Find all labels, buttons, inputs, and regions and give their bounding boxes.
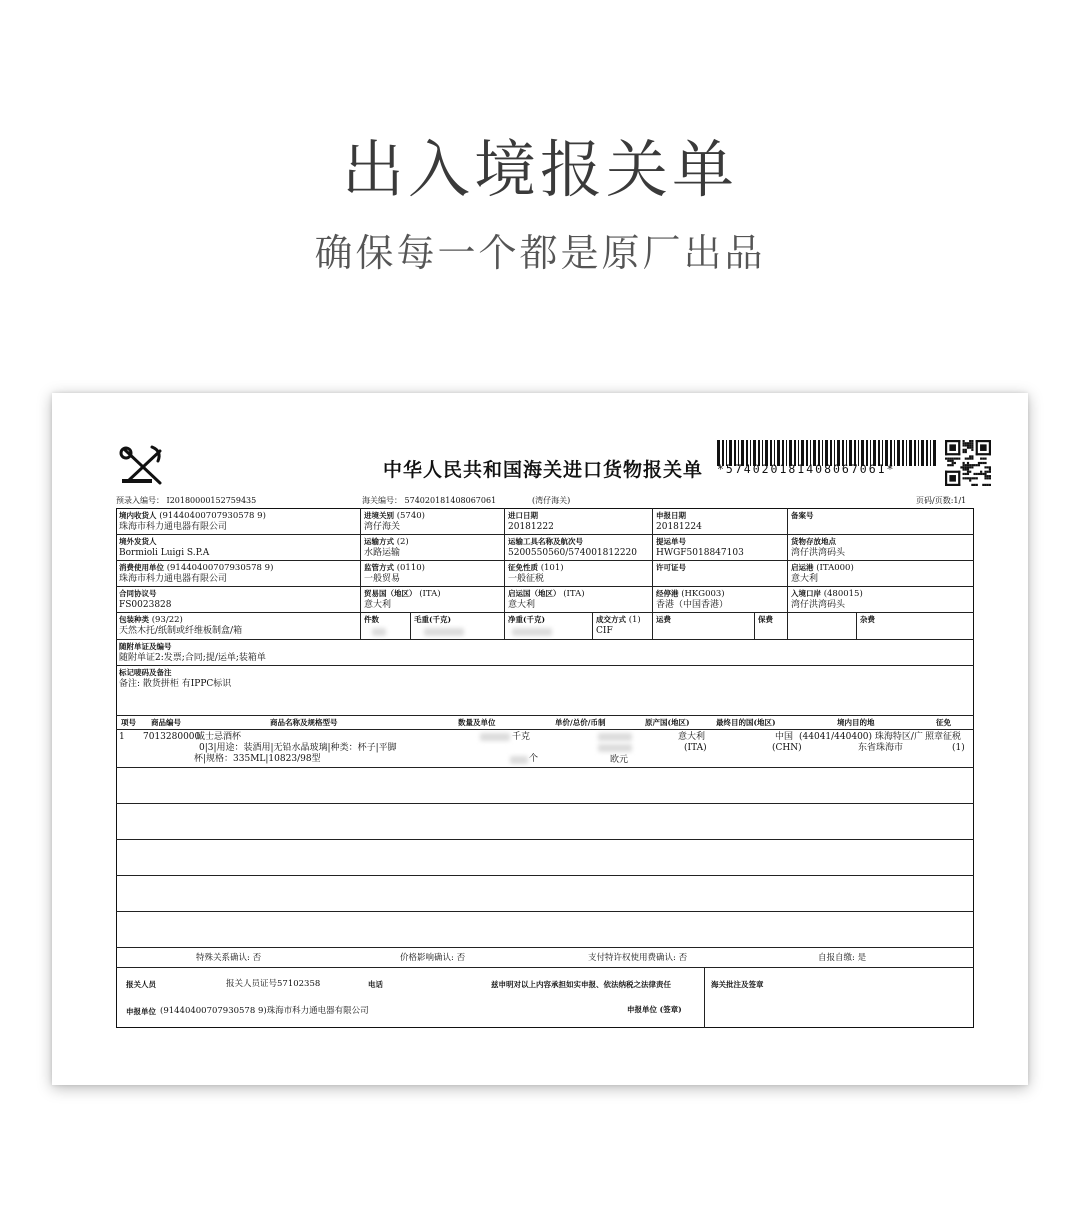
- goods-unit-kg: 千克: [512, 732, 531, 742]
- deal: CIF: [596, 626, 613, 636]
- phone-label: 电话: [368, 980, 383, 989]
- special-relation: 特殊关系确认: 否: [196, 953, 262, 963]
- customs-approval-label: 海关批注及签章: [711, 980, 764, 989]
- package-code: (93/22): [151, 615, 183, 625]
- goods-spec-1: 0|3|用途：装酒用|无铅水晶玻璃|种类：杯子|平脚: [199, 743, 397, 753]
- trade-country: 意大利: [364, 600, 392, 610]
- consumer-code: (91440400707930578 9): [166, 563, 274, 573]
- storage: 湾仔洪湾码头: [791, 548, 846, 558]
- trade-country-label: 贸易国（地区）: [364, 589, 417, 598]
- gross-weight-label: 毛重(千克): [414, 615, 452, 624]
- goods-levy-code: (1): [952, 743, 965, 753]
- customs-emblem-icon: [116, 443, 170, 487]
- marks: 备注: 散货拼柜 有IPPC标识: [119, 679, 232, 689]
- net-weight-label: 净重(千克): [508, 615, 546, 624]
- consignee-label: 境内收货人: [119, 511, 157, 520]
- goods-header-dest: 最终目的国(地区): [716, 718, 776, 727]
- consignee-code: (91440400707930578 9): [159, 511, 266, 521]
- vessel-label: 运输工具名称及航次号: [508, 537, 583, 546]
- goods-origin: 意大利: [678, 732, 706, 742]
- goods-header-levy: 征免: [936, 718, 951, 727]
- levy: 一般征税: [508, 574, 545, 584]
- goods-spec-2: 杯|规格：335ML|10823/98型: [194, 754, 321, 764]
- origin-country-label: 启运国（地区）: [508, 589, 561, 598]
- goods-dest-code: (CHN): [772, 743, 802, 753]
- goods-item-no: 1: [119, 732, 125, 742]
- entry-place-code: (480015): [823, 589, 863, 599]
- shipper: Bormioli Luigi S.P.A: [119, 548, 210, 558]
- insurance-label: 保费: [758, 615, 773, 624]
- transit-port-code: (HKG003): [681, 589, 725, 599]
- goods-header-origin: 原产国(地区): [645, 718, 690, 727]
- transport: 水路运输: [364, 548, 401, 558]
- docs-label: 随附单证及编号: [119, 642, 172, 651]
- declarant-label: 报关人员: [126, 980, 156, 989]
- goods-origin-code: (ITA): [684, 743, 707, 753]
- supervision-label: 监管方式: [364, 563, 394, 572]
- transit-port-label: 经停港: [656, 589, 679, 598]
- goods-name: 威士忌酒杯: [196, 732, 242, 742]
- entry-port: 湾仔海关: [364, 522, 401, 532]
- entry-port-code: (5740): [396, 511, 425, 521]
- bl-label: 提运单号: [656, 537, 686, 546]
- goods-header-domestic: 境内目的地: [837, 718, 875, 727]
- goods-levy: 照章征税: [925, 732, 962, 742]
- pre-entry-number: 预录入编号： I20180000152759435: [116, 496, 257, 505]
- goods-header-qty: 数量及单位: [458, 718, 496, 727]
- royalty: 支付特许权使用费确认: 否: [588, 953, 688, 963]
- entry-port-label: 进境关别: [364, 511, 394, 520]
- trade-country-code: (ITA): [419, 589, 441, 599]
- unit-signature: 申报单位 (签章): [627, 1005, 682, 1014]
- declare-date-label: 申报日期: [656, 511, 686, 520]
- levy-code: (101): [540, 563, 564, 573]
- origin-country-code: (ITA): [563, 589, 585, 599]
- dep-port: 意大利: [791, 574, 819, 584]
- transport-label: 运输方式: [364, 537, 394, 546]
- self-pay: 自报自缴: 是: [818, 953, 867, 963]
- docs: 随附单证2:发票;合同;提/运单;装箱单: [119, 653, 266, 663]
- legal-statement: 兹申明对以上内容承担如实申报、依法纳税之法律责任: [491, 980, 671, 989]
- page-subheading: 确保每一个都是原厂出品: [314, 231, 766, 275]
- goods-domestic-2: 东省珠海市: [858, 743, 904, 753]
- consumer-label: 消费使用单位: [119, 563, 164, 572]
- barcode-text: *574020181408067061*: [717, 462, 896, 476]
- goods-dest: 中国: [775, 732, 794, 742]
- goods-unit-piece: 个: [529, 754, 539, 764]
- levy-label: 征免性质: [508, 563, 538, 572]
- dep-port-code: (ITA000): [816, 563, 854, 573]
- shipper-label: 境外发货人: [119, 537, 157, 546]
- storage-label: 货物存放地点: [791, 537, 836, 546]
- customs-office: (湾仔海关): [532, 496, 571, 505]
- package: 天然木托/纸制或纤维板制盒/箱: [119, 626, 243, 636]
- declarant-cert: 报关人员证号57102358: [226, 979, 321, 989]
- vessel: 5200550560/574001812220: [508, 548, 638, 558]
- supervision: 一般贸易: [364, 574, 401, 584]
- page-count: 页码/页数:1/1: [916, 496, 967, 505]
- import-date-label: 进口日期: [508, 511, 538, 520]
- consignee-name: 珠海市科力通电器有限公司: [119, 522, 228, 532]
- bl-number: HWGF5018847103: [656, 548, 744, 558]
- freight-label: 运费: [656, 615, 671, 624]
- declaring-unit: (91440400707930578 9)珠海市科力通电器有限公司: [160, 1006, 369, 1016]
- supervision-code: (0110): [396, 563, 425, 573]
- goods-header-code: 商品编号: [151, 718, 181, 727]
- transit-port: 香港（中国香港）: [656, 600, 729, 610]
- contract-label: 合同协议号: [119, 589, 157, 598]
- deal-label: 成交方式: [596, 615, 626, 624]
- document-title: 中华人民共和国海关进口货物报关单: [383, 459, 704, 481]
- consumer-name: 珠海市科力通电器有限公司: [119, 574, 228, 584]
- price-effect: 价格影响确认: 否: [400, 953, 466, 963]
- goods-currency: 欧元: [610, 755, 629, 765]
- page-heading: 出入境报关单: [341, 133, 738, 206]
- dep-port-label: 启运港: [791, 563, 814, 572]
- unit-label: 申报单位: [126, 1007, 156, 1016]
- marks-label: 标记唛码及备注: [119, 668, 172, 677]
- entry-place-label: 入境口岸: [791, 589, 821, 598]
- package-label: 包装种类: [119, 615, 149, 624]
- goods-header-item: 项号: [121, 718, 136, 727]
- import-date: 20181222: [508, 522, 554, 532]
- misc-label: 杂费: [860, 615, 875, 624]
- transport-code: (2): [396, 537, 409, 547]
- declare-date: 20181224: [656, 522, 702, 532]
- customs-number: 海关编号： 574020181408067061: [362, 496, 497, 505]
- goods-header-name: 商品名称及规格型号: [270, 718, 338, 727]
- goods-header-price: 单价/总价/币制: [555, 718, 606, 727]
- deal-code: (1): [628, 615, 641, 625]
- entry-place: 湾仔洪湾码头: [791, 600, 846, 610]
- origin-country: 意大利: [508, 600, 536, 610]
- license-label: 许可证号: [656, 563, 686, 572]
- goods-domestic: (44041/440400) 珠海特区/广: [799, 732, 923, 742]
- goods-code: 7013280000: [143, 732, 201, 742]
- contract: FS0023828: [119, 600, 172, 610]
- record-no-label: 备案号: [791, 511, 814, 520]
- pieces-label: 件数: [364, 615, 379, 624]
- qr-code-icon: [945, 440, 991, 486]
